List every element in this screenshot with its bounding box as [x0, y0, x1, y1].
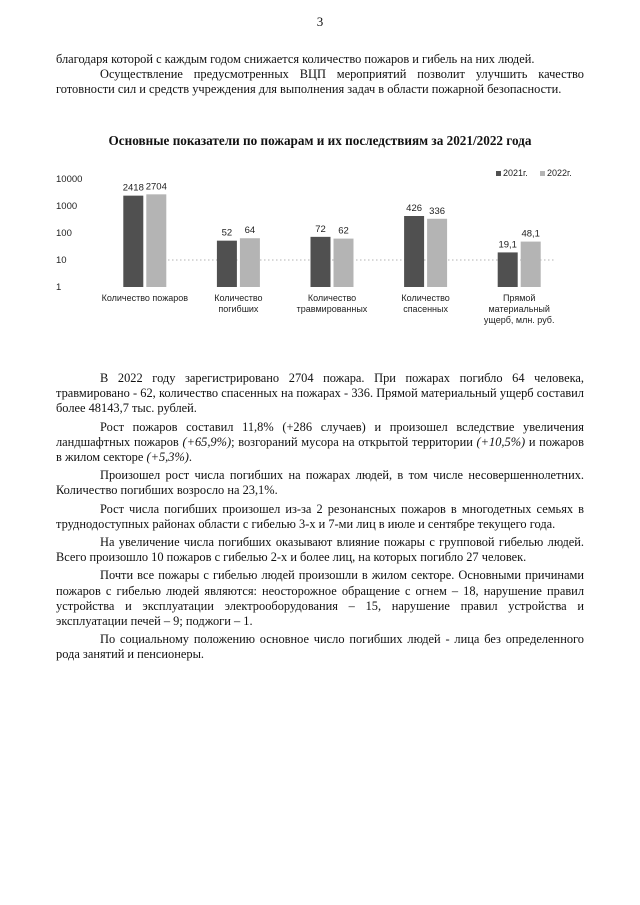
category-label: Количество [401, 293, 450, 303]
bar-2021-3 [404, 216, 424, 287]
data-label: 336 [429, 205, 446, 217]
bar-2022-4 [521, 242, 541, 287]
paragraph-summary: В 2022 году зарегистрировано 2704 пожара. При пожарах погибло 64 человека, травмировано - 62, количество спасенных на пожарах - 336. Прямой материальный ущерб составил более 48143,7 тыс. рублей. [56, 371, 584, 416]
growth-landscape-pct: (+65,9%) [182, 434, 232, 449]
data-label: 48,1 [521, 228, 540, 240]
category-label: Прямой [502, 293, 536, 303]
bar-chart [56, 166, 586, 336]
growth-housing-pct: (+5,3%) [146, 450, 189, 465]
legend-label-1: 2022г. [547, 168, 572, 178]
data-label: 52 [221, 227, 233, 239]
category-label: Количество [214, 293, 263, 303]
y-tick-label: 10 [56, 255, 67, 266]
intro-text [56, 52, 584, 98]
bar-2022-1 [240, 238, 260, 287]
data-label: 72 [315, 223, 326, 235]
paragraph-resonant-fires: Рост числа погибших произошел из-за 2 резонансных пожаров в многодетных семьях в труднодоступных районах области с гибелью 3-х и 7-ми лиц в июле и сентябре текущего года. [56, 501, 584, 531]
bar-2022-0 [146, 194, 166, 287]
data-label: 64 [244, 225, 256, 237]
bar-2021-4 [498, 252, 518, 287]
y-tick-label: 1 [56, 282, 62, 293]
paragraph-group-deaths: На увеличение числа погибших оказывают влияние пожары с групповой гибелью людей. Всего произошло 10 пожаров с гибелью 2-х и более лиц, на которых погибло 27 человек. [56, 535, 584, 565]
growth-garbage-pct: (+10,5%) [476, 434, 526, 449]
data-label: 62 [338, 225, 349, 237]
legend-swatch-0 [496, 171, 501, 176]
legend-label-0: 2021г. [503, 168, 528, 178]
paragraph-causes: Почти все пожары с гибелью людей произошли в жилом секторе. Основными причинами пожаров с гибелью людей являются: неосторожное обращение с огнем – 18, нарушение правил устройства и эксплуатации электрооборудования – 15, нарушение правил устройства и эксплуатации печей – 9; поджоги – 1. [56, 568, 584, 629]
growth-text-a: Рост пожаров составил 11,8% (+286 случаев) и произошел вследствие увеличения ландшафтных пожаров [56, 419, 584, 449]
category-label: материальный [488, 304, 550, 314]
bar-2021-2 [311, 237, 331, 287]
paragraph-social-status: По социальному положению основное число погибших людей - лица без определенного рода занятий и пенсионеры. [56, 632, 584, 662]
category-label: спасенных [403, 304, 448, 314]
growth-text-g: . [188, 450, 193, 465]
data-label: 19,1 [498, 239, 517, 251]
bar-2022-2 [334, 239, 354, 287]
intro-line: благодаря которой с каждым годом снижается количество пожаров и гибель на них людей. [56, 52, 535, 66]
body-text [56, 371, 584, 666]
y-tick-label: 10000 [56, 174, 83, 185]
intro-paragraph: Осуществление предусмотренных ВЦП мероприятий позволит улучшить качество готовности сил и средств учреждения для выполнения задач в области пожарной безопасности. [56, 67, 584, 97]
chart-title: Основные показатели по пожарам и их последствиям за 2021/2022 года [108, 133, 532, 148]
category-label: погибших [218, 304, 259, 314]
category-label: Количество пожаров [101, 293, 189, 303]
category-label: ущерб, млн. руб. [483, 315, 555, 325]
page-number: 3 [316, 14, 324, 29]
paragraph-growth [56, 420, 584, 466]
data-label: 2418 [122, 182, 144, 194]
data-label: 2704 [145, 181, 167, 193]
bar-2022-3 [427, 219, 447, 287]
bar-2021-1 [217, 241, 237, 287]
y-tick-label: 1000 [56, 201, 78, 212]
growth-text-c: ; возгораний мусора на открытой территории [231, 434, 477, 449]
legend-swatch-1 [540, 171, 545, 176]
bar-2021-0 [123, 196, 143, 287]
y-tick-label: 100 [56, 228, 72, 239]
paragraph-deaths-growth: Произошел рост числа погибших на пожарах людей, в том числе несовершеннолетних. Количество погибших возросло на 23,1%. [56, 468, 584, 498]
data-label: 426 [406, 203, 423, 215]
growth-text-e: и пожаров в жилом секторе [56, 434, 584, 465]
category-label: Количество [307, 293, 357, 303]
category-label: травмированных [296, 304, 368, 314]
